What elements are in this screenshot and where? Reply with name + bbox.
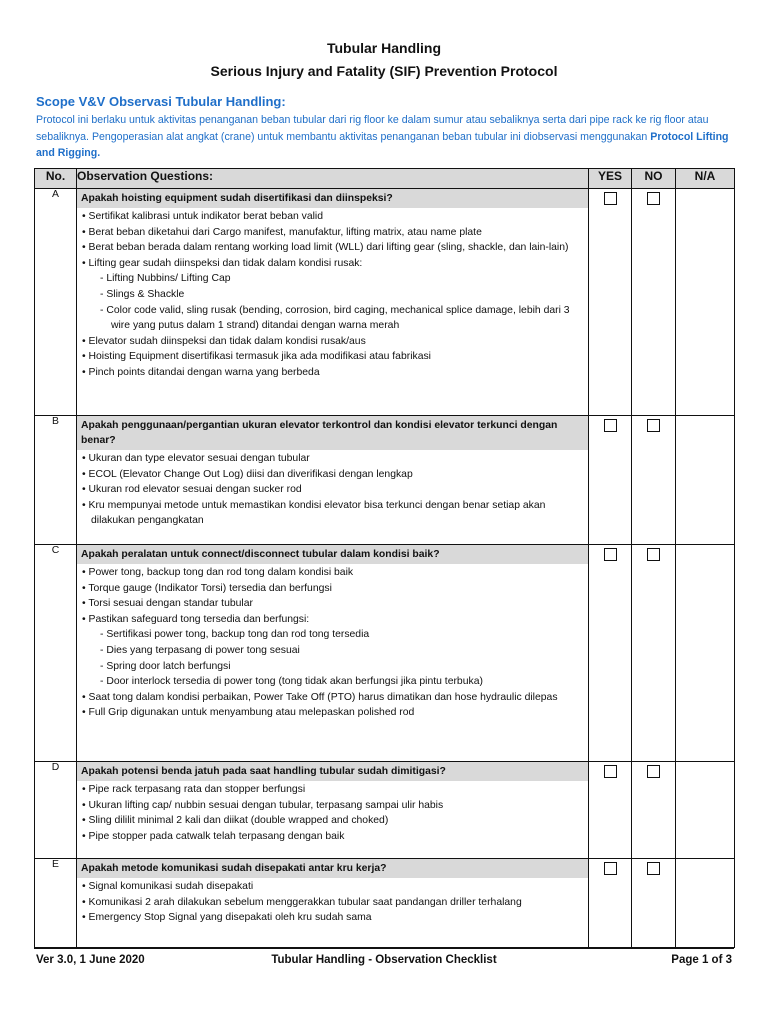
document-subtitle: Serious Injury and Fatality (SIF) Prevention Protocol (210, 63, 558, 79)
table-header-row (35, 169, 735, 189)
checklist-row-e (35, 859, 735, 948)
question-cell (77, 545, 589, 762)
criteria-item: • Elevator sudah diinspeksi dan tidak dalam kondisi rusak/aus (82, 335, 366, 347)
criteria-item: • Hoisting Equipment disertifikasi termasuk jika ada modifikasi atau fabrikasi (82, 351, 431, 363)
question-cell (77, 189, 589, 416)
footer-page-number: Page 1 of 3 (671, 954, 732, 966)
row-letter: E (35, 859, 77, 948)
yes-checkbox-a[interactable] (604, 192, 617, 205)
checklist-row-b (35, 416, 735, 545)
criteria-item: • Ukuran rod elevator sesuai dengan sucker rod (82, 484, 302, 496)
na-answer-cell[interactable] (676, 545, 735, 762)
criteria-item: • Ukuran lifting cap/ nubbin sesuai dengan tubular, terpasang sampai ulir habis (82, 799, 444, 811)
yes-answer-cell (589, 416, 632, 545)
no-checkbox-c[interactable] (647, 548, 660, 561)
criteria-list (77, 208, 588, 381)
yes-answer-cell (589, 189, 632, 416)
sub-criteria-item: - Lifting Nubbins/ Lifting Cap (100, 273, 231, 285)
criteria-item: • Pinch points ditandai dengan warna yang berbeda (82, 366, 320, 378)
scope-heading: Scope V&V Observasi Tubular Handling: (36, 94, 286, 109)
row-letter: C (35, 545, 77, 762)
footer-divider (34, 948, 734, 949)
criteria-item: • Kru mempunyai metode untuk memastikan kondisi elevator bisa terkunci dengan benar setiap akan dilakukan pengangkatan (82, 499, 546, 527)
row-letter: A (35, 189, 77, 416)
header-questions: Observation Questions: (77, 169, 589, 189)
na-answer-cell[interactable] (676, 189, 735, 416)
criteria-item: • ECOL (Elevator Change Out Log) diisi dan diverifikasi dengan lengkap (82, 468, 413, 480)
scope-protocol-reference: Protocol Lifting and Rigging. (36, 130, 729, 159)
sub-criteria-item: - Slings & Shackle (100, 288, 185, 300)
na-answer-cell[interactable] (676, 762, 735, 859)
yes-checkbox-b[interactable] (604, 419, 617, 432)
criteria-item: • Signal komunikasi sudah disepakati (82, 881, 254, 892)
criteria-item: • Pipe stopper pada catwalk telah terpasang dengan baik (82, 830, 345, 842)
checklist-row-d (35, 762, 735, 859)
sub-criteria-item: - Color code valid, sling rusak (bending, corrosion, bird caging, mechanical splice damage, lebih dari 3 wire yang putus dalam 1 strand) ditandai dengan warna merah (100, 304, 570, 332)
header-no: No. (35, 169, 77, 189)
criteria-item: • Emergency Stop Signal yang disepakati oleh kru sudah sama (82, 912, 372, 924)
yes-checkbox-d[interactable] (604, 765, 617, 778)
criteria-item: • Pastikan safeguard tong tersedia dan berfungsi: (82, 613, 310, 625)
yes-answer-cell (589, 762, 632, 859)
sub-criteria-item: - Dies yang terpasang di power tong sesuai (100, 644, 300, 656)
criteria-item: • Sling dililit minimal 2 kali dan diikat (double wrapped and choked) (82, 815, 389, 827)
checklist-row-c (35, 545, 735, 762)
header-na: N/A (676, 169, 735, 189)
criteria-list (77, 450, 588, 529)
question-cell (77, 762, 589, 859)
sub-criteria-item: - Sertifikasi power tong, backup tong dan rod tong tersedia (100, 629, 370, 641)
question-text: Apakah hoisting equipment sudah disertifikasi dan diinspeksi? (77, 189, 588, 208)
criteria-item: • Sertifikat kalibrasi untuk indikator berat beban valid (82, 211, 324, 222)
yes-answer-cell (589, 859, 632, 948)
footer-document-title: Tubular Handling - Observation Checklist (271, 954, 497, 966)
criteria-item: • Full Grip digunakan untuk menyambung atau melepaskan polished rod (82, 707, 415, 719)
no-answer-cell (632, 762, 676, 859)
checklist-row-a (35, 189, 735, 416)
no-answer-cell (632, 189, 676, 416)
yes-answer-cell (589, 545, 632, 762)
no-answer-cell (632, 545, 676, 762)
question-cell (77, 859, 589, 948)
document-title: Tubular Handling (326, 40, 442, 56)
criteria-item: • Berat beban berada dalam rentang working load limit (WLL) dari lifting gear (sling, shackle, dan lain-lain) (82, 242, 569, 254)
criteria-item: • Saat tong dalam kondisi perbaikan, Power Take Off (PTO) harus dimatikan dan hose hydraulic dilepas (82, 691, 558, 703)
question-text: Apakah penggunaan/pergantian ukuran elevator terkontrol dan kondisi elevator terkunci dengan benar? (77, 416, 588, 450)
no-checkbox-a[interactable] (647, 192, 660, 205)
scope-description (36, 112, 748, 162)
na-answer-cell[interactable] (676, 416, 735, 545)
na-answer-cell[interactable] (676, 859, 735, 948)
no-answer-cell (632, 859, 676, 948)
criteria-item: • Power tong, backup tong dan rod tong dalam kondisi baik (82, 567, 354, 578)
criteria-item: • Komunikasi 2 arah dilakukan sebelum menggerakkan tubular saat pandangan driller terhalang (82, 896, 522, 908)
sub-criteria-item: - Door interlock tersedia di power tong (tong tidak akan berfungsi jika pintu terbuka) (100, 676, 483, 688)
yes-checkbox-e[interactable] (604, 862, 617, 875)
criteria-item: • Berat beban diketahui dari Cargo manifest, manufaktur, lifting matrix, atau name plate (82, 226, 482, 238)
criteria-list (77, 878, 588, 926)
criteria-item: • Pipe rack terpasang rata dan stopper berfungsi (82, 784, 306, 795)
row-letter: D (35, 762, 77, 859)
no-checkbox-b[interactable] (647, 419, 660, 432)
question-text: Apakah metode komunikasi sudah disepakati antar kru kerja? (77, 859, 588, 878)
criteria-item: • Torque gauge (Indikator Torsi) tersedia dan berfungsi (82, 582, 332, 594)
criteria-item: • Lifting gear sudah diinspeksi dan tidak dalam kondisi rusak: (82, 257, 363, 269)
question-text: Apakah potensi benda jatuh pada saat handling tubular sudah dimitigasi? (77, 762, 588, 781)
footer-version: Ver 3.0, 1 June 2020 (36, 954, 145, 966)
question-cell (77, 416, 589, 545)
criteria-list (77, 564, 588, 721)
yes-checkbox-c[interactable] (604, 548, 617, 561)
sub-criteria-item: - Spring door latch berfungsi (100, 660, 231, 672)
header-no-answer: NO (632, 169, 676, 189)
no-checkbox-e[interactable] (647, 862, 660, 875)
criteria-list (77, 781, 588, 844)
observation-checklist-table (34, 168, 735, 948)
criteria-item: • Ukuran dan type elevator sesuai dengan tubular (82, 453, 310, 464)
no-checkbox-d[interactable] (647, 765, 660, 778)
header-yes: YES (589, 169, 632, 189)
criteria-item: • Torsi sesuai dengan standar tubular (82, 598, 253, 610)
no-answer-cell (632, 416, 676, 545)
question-text: Apakah peralatan untuk connect/disconnect tubular dalam kondisi baik? (77, 545, 588, 564)
scope-text: Protocol ini berlaku untuk aktivitas penanganan beban tubular dari rig floor ke dalam sumur atau sebaliknya serta dari pipe rack ke rig floor atau sebaliknya. Pengoperasian alat angkat (crane) untuk membantu aktivitas penanganan beban tubular ini diobservasi menggunakan (36, 114, 709, 143)
row-letter: B (35, 416, 77, 545)
